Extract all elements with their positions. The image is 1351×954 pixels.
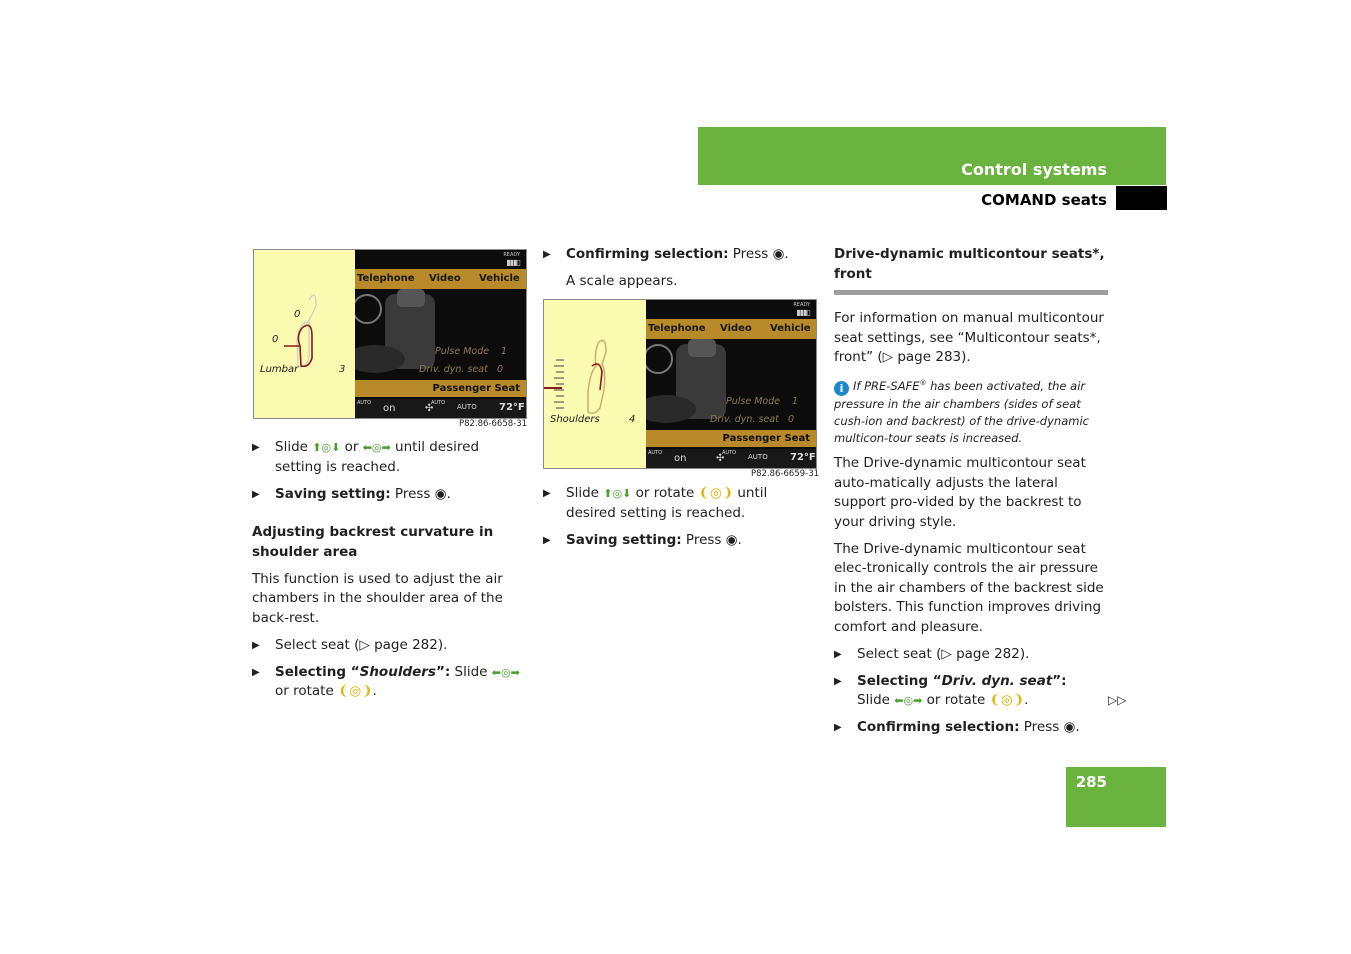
step-text: Press (681, 531, 726, 548)
step-label: Confirming selection: (857, 719, 1020, 736)
seat-outline-icon (254, 250, 355, 418)
seat-graphic-panel (254, 250, 355, 418)
section-title: Control systems (961, 160, 1107, 179)
step-text: Slide (857, 692, 895, 709)
bullet-icon: ▶ (834, 675, 842, 687)
passenger-seat-bar: Passenger Seat (646, 430, 816, 447)
bullet-icon: ▶ (543, 534, 551, 546)
step-text: or rotate (922, 692, 990, 709)
bullet-icon: ▶ (834, 722, 842, 734)
lumbar-label: Lumbar (260, 364, 299, 375)
fan-auto-label: AUTO (722, 450, 737, 456)
rotate-icon: ❨◎❩ (989, 692, 1025, 709)
climate-on: on (383, 403, 396, 414)
fan-auto-label: AUTO (431, 400, 446, 406)
page-number: 285 (1075, 773, 1107, 791)
tab-telephone: Telephone (648, 323, 706, 334)
step-text: Select seat (▷ page 282). (275, 636, 448, 653)
tab-bar (646, 319, 816, 339)
slide-left-right-icon: ⬅◎➡ (362, 441, 391, 454)
fan-icon: ✣ (425, 403, 434, 414)
rotate-icon: ❨◎❩ (698, 485, 734, 501)
slide-left-right-icon: ⬅◎➡ (894, 694, 923, 708)
shoulders-value: 4 (629, 414, 636, 425)
lumbar-mid-zero: 0 (272, 334, 279, 345)
tab-vehicle: Vehicle (479, 273, 520, 284)
menu-item-driv-dyn-seat: Driv. dyn. seat (710, 414, 779, 425)
signal-icon: ▮▮▮▯ (506, 258, 520, 267)
shoulders-display-figure (543, 299, 817, 469)
auto-label-left: AUTO (648, 450, 663, 456)
climate-on: on (674, 453, 687, 464)
step-label: Confirming selection: (566, 246, 729, 262)
tab-video: Video (429, 273, 461, 284)
step-selecting-driv-dyn (834, 672, 1108, 711)
temperature: 72°F (499, 402, 525, 413)
step-slide-1 (252, 438, 527, 477)
step-saving-2: ▶ Saving setting: Press ◉. (543, 531, 818, 551)
lumbar-top-zero: 0 (294, 309, 301, 320)
step-select-seat-2 (834, 645, 1108, 665)
ready-indicator: READY (503, 252, 520, 258)
shoulders-label: Shoulders (550, 414, 600, 425)
lumbar-value: 3 (339, 364, 346, 375)
slide-up-down-icon: ⬆◎⬇ (603, 487, 632, 500)
comand-screen (646, 300, 816, 468)
section-heading: Drive-dynamic multicontour seats*, front (834, 246, 1105, 282)
bullet-icon: ▶ (252, 442, 260, 453)
step-label-italic: Driv. dyn. seat (941, 672, 1053, 689)
step-confirming-1: ▶ Confirming selection: Press ◉. (543, 245, 818, 265)
menu-value-driv-dyn-seat: 0 (497, 364, 504, 375)
menu-value-driv-dyn-seat: 0 (788, 414, 795, 425)
rotate-icon: ❨◎❩ (338, 683, 373, 699)
step-label: ”: (435, 663, 451, 680)
menu-item-driv-dyn-seat: Driv. dyn. seat (419, 364, 488, 375)
menu-value-pulse-mode: 1 (501, 346, 508, 357)
step-text: Slide (275, 439, 313, 455)
step-saving-1: ▶ Saving setting: Press ◉. (252, 485, 527, 505)
info-icon: i (834, 381, 849, 396)
step-label: Saving setting: (275, 485, 391, 502)
step-selecting-shoulders (252, 663, 527, 702)
step-text: Slide (566, 485, 604, 501)
continue-arrows: ▷▷ (1108, 693, 1127, 707)
step-text: or (340, 439, 363, 455)
step-label: Saving setting: (566, 531, 682, 548)
step-text: until desired setting is reached. (566, 485, 768, 521)
paragraph-shoulder: This function is used to adjust the air chambers in the shoulder area of the back-rest. (252, 570, 503, 626)
signal-icon: ▮▮▮▯ (796, 308, 810, 317)
menu-item-pulse-mode: Pulse Mode (435, 346, 490, 357)
bullet-icon: ▶ (543, 249, 551, 260)
fan-icon: ✣ (716, 453, 725, 464)
step-text: Select seat (▷ page 282). (857, 645, 1030, 662)
menu-item-pulse-mode: Pulse Mode (726, 396, 781, 407)
step-text: or rotate (631, 485, 699, 501)
climate-bar (646, 449, 816, 468)
step-text: . (372, 683, 377, 699)
step-text: . (1024, 692, 1029, 709)
press-icon: ◉ (434, 485, 447, 502)
step-label: ”: (1052, 672, 1067, 689)
menu-value-pulse-mode: 1 (792, 396, 799, 407)
step-label: Selecting “ (857, 672, 942, 689)
passenger-seat-bar: Passenger Seat (355, 380, 526, 397)
scale-note: A scale appears. (566, 273, 678, 289)
temperature: 72°F (790, 452, 816, 463)
column-3 (834, 245, 1108, 745)
auto-label-right: AUTO (457, 403, 477, 411)
tab-telephone: Telephone (357, 273, 415, 284)
ready-indicator: READY (793, 302, 810, 308)
header-marker (1116, 186, 1167, 210)
auto-label-left: AUTO (357, 400, 372, 406)
step-text: Press (1019, 719, 1064, 736)
note-text: If PRE-SAFE (853, 378, 920, 393)
step-text: until desired setting is reached. (275, 439, 480, 475)
paragraph-auto-adjust: The Drive-dynamic multicontour seat auto-matically adjusts the lateral support pro-vided by the backrest to your driving style. (834, 455, 1086, 530)
step-text: or rotate (275, 683, 339, 699)
bullet-icon: ▶ (834, 648, 842, 660)
press-icon: ◉ (1063, 719, 1076, 736)
step-select-seat-1 (252, 636, 527, 656)
subheading-shoulder: Adjusting backrest curvature in shoulder area (252, 524, 494, 560)
registered-mark: ® (919, 379, 927, 387)
slide-up-down-icon: ⬆◎⬇ (312, 441, 341, 454)
auto-label-right: AUTO (748, 453, 768, 461)
step-text: Slide (450, 663, 492, 680)
bullet-icon: ▶ (252, 639, 260, 651)
tab-video: Video (720, 323, 752, 334)
lumbar-display-figure (253, 249, 527, 419)
figure-caption-1: P82.86-6658-31 (459, 419, 528, 429)
step-label-italic: Shoulders (359, 663, 436, 680)
seat-outline-icon (544, 300, 646, 468)
comand-screen (355, 250, 526, 418)
step-text: Press (728, 246, 773, 262)
bullet-icon: ▶ (252, 488, 260, 500)
tab-bar (355, 269, 526, 289)
column-1-text (252, 438, 527, 709)
press-icon: ◉ (725, 531, 738, 548)
section-subtitle: COMAND seats (981, 191, 1107, 209)
note-text: has been activated, the air pressure in the air chambers (sides of seat cush-ion and backrest) of the drive-dynamic multicon-tour seats is increased. (834, 378, 1089, 445)
paragraph-air-pressure: The Drive-dynamic multicontour seat elec-tronically controls the air pressure in the air chambers of the backrest side bolsters. This function improves driving comfort and pleasure. (834, 540, 1104, 635)
step-confirming-2: ▶ Confirming selection: Press ◉. (834, 718, 1108, 738)
press-icon: ◉ (772, 246, 785, 262)
heading-rule (834, 290, 1108, 295)
step-slide-2 (543, 484, 818, 523)
bullet-icon: ▶ (252, 666, 260, 678)
slide-left-right-icon: ⬅◎➡ (491, 665, 520, 679)
bullet-icon: ▶ (543, 488, 551, 499)
seat-graphic-panel (544, 300, 646, 468)
info-note (834, 375, 1108, 447)
step-text: Press (390, 485, 435, 502)
column-2-bottom (543, 484, 818, 558)
figure-caption-2: P82.86-6659-31 (751, 469, 820, 479)
step-label: Selecting “ (275, 663, 360, 680)
tab-vehicle: Vehicle (770, 323, 811, 334)
paragraph-manual-info: For information on manual multicontour seat settings, see “Multicontour seats*, front” (▷ page 283). (834, 310, 1104, 365)
climate-bar (355, 399, 526, 418)
column-2-top (543, 245, 818, 299)
